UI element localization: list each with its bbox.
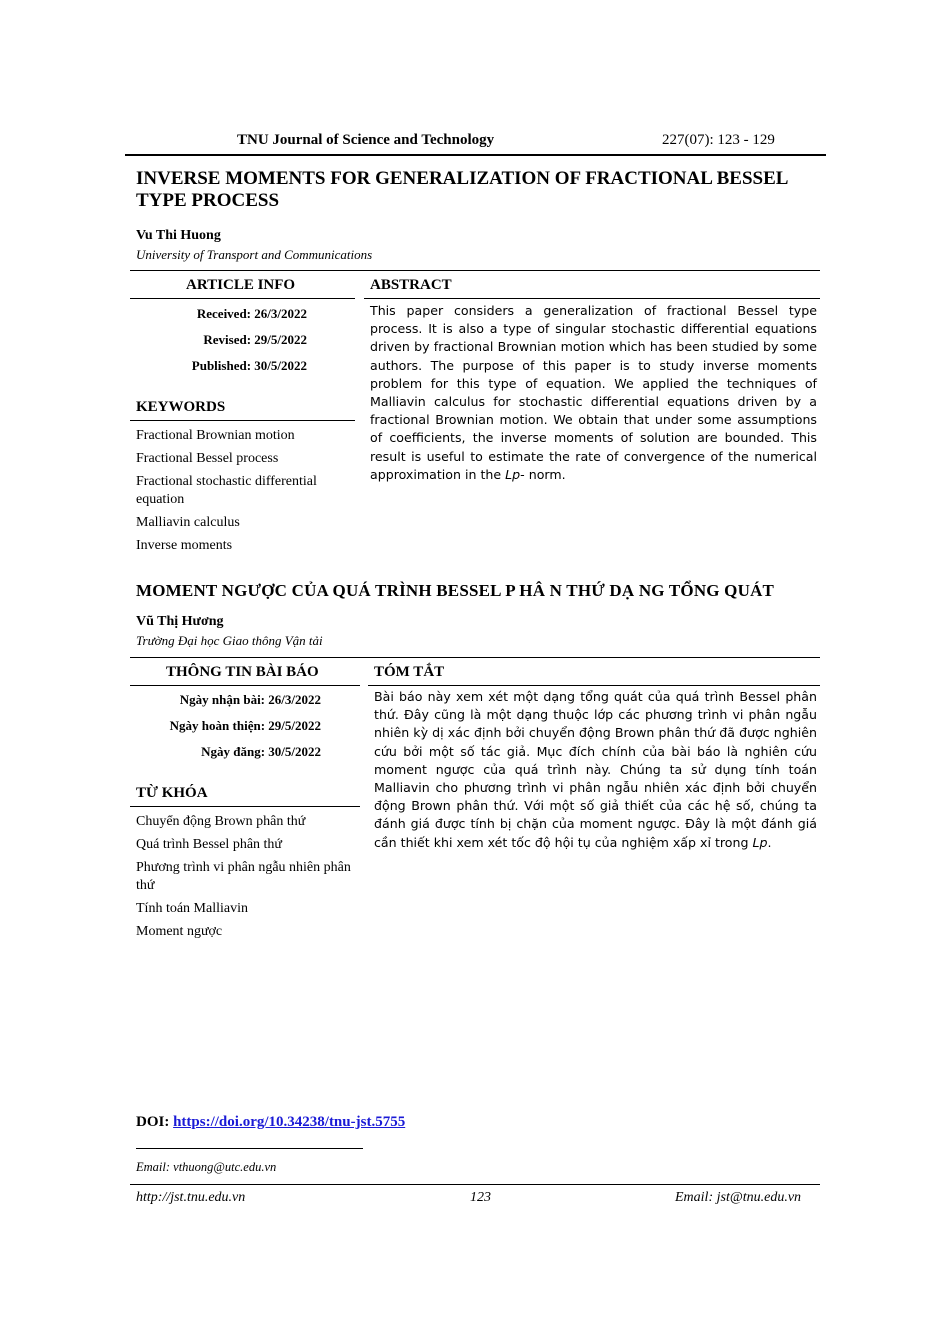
keywords-rule xyxy=(130,420,355,421)
abstract-rule-vn xyxy=(368,685,820,686)
footnote-rule xyxy=(136,1148,363,1149)
article-dates-vn xyxy=(140,692,321,770)
abstract-text-vn: Bài báo này xem xét một dạng tổng quát của quá trình Bessel phân thứ. Đây cũng là một dạng thuộc lớp các phương trình vi phân ngẫu nhiên kỳ dị xác định bởi chuyển động Brown phân thứ đã được nghiên cứu bởi một số tác giả. Mục đích chính của bài báo là nghiên cứu moment ngược của quá trình này. Chúng ta sử dụng tính toán Malliavin cho phương trình vi phân ngẫu nhiên xác định bởi chuyển động Brown phân thứ. Với một số giả thiết của các hệ số, chúng ta đánh giá được tính bị chặn của moment ngược. Đây là một đánh giá cần thiết khi xem xét tốc độ hội tụ của nghiệm xấp xỉ trong xyxy=(374,689,817,850)
lp-norm-vn: Lp xyxy=(752,834,768,850)
footer-rule xyxy=(130,1184,820,1185)
keyword-item: Quá trình Bessel phân thứ xyxy=(136,837,283,852)
abstract-end: - norm. xyxy=(520,466,566,482)
keywords-heading: KEYWORDS xyxy=(136,399,226,415)
article-info-heading: ARTICLE INFO xyxy=(186,277,296,293)
lp-norm: Lp xyxy=(505,466,521,482)
abstract-heading: ABSTRACT xyxy=(370,277,452,293)
abstract-heading-vn: TÓM TẮT xyxy=(374,664,445,680)
vietnamese-title: MOMENT NGƯỢC CỦA QUÁ TRÌNH BESSEL P HÂ N THỨ DẠ NG TỔNG QUÁT xyxy=(136,581,775,600)
keyword-item: Fractional stochastic differential equation xyxy=(136,474,317,507)
doi-label: DOI: xyxy=(136,1114,170,1130)
article-info-heading-vn: THÔNG TIN BÀI BÁO xyxy=(166,664,319,680)
received-date: Received: 26/3/2022 xyxy=(196,306,307,321)
keywords-list-vn xyxy=(136,813,351,946)
revised-date: Revised: 29/5/2022 xyxy=(203,332,307,347)
keywords-rule-vn xyxy=(130,806,360,807)
info-rule xyxy=(130,298,355,299)
footer-email: Email: jst@tnu.edu.vn xyxy=(675,1190,802,1205)
abstract-rule xyxy=(364,298,820,299)
published-date: Published: 30/5/2022 xyxy=(191,358,307,373)
section-rule xyxy=(130,270,820,271)
author-name: Vu Thi Huong xyxy=(136,228,221,243)
footer-page-number: 123 xyxy=(470,1190,491,1205)
author-email-note: Email: vthuong@utc.edu.vn xyxy=(136,1160,277,1174)
received-date-vn: Ngày nhận bài: 26/3/2022 xyxy=(179,692,321,707)
abstract-text: This paper considers a generalization of fractional Bessel type process. It is also a type of singular stochastic differential equations driven by fractional Brownian motion which has been studied by some authors. The purpose of this paper is to study inverse moments problem for this type of equation. We applied the techniques of Malliavin calculus for stochastic differential equations driven by a fractional Brownian motion. We obtain that under some assumptions of coefficients, the inverse moments of solution are bounded. This result is useful to estimate the rate of convergence of the numerical approximation in the xyxy=(370,303,817,482)
author-affiliation: University of Transport and Communications xyxy=(136,247,373,262)
vietnamese-affiliation: Trường Đại học Giao thông Vận tải xyxy=(136,633,323,648)
published-date-vn: Ngày đăng: 30/5/2022 xyxy=(201,744,321,759)
abstract-end-vn: . xyxy=(767,834,772,850)
keywords-list xyxy=(136,427,351,560)
abstract-body xyxy=(370,302,817,484)
section-rule-vn xyxy=(130,657,820,658)
volume-pages: 227(07): 123 - 129 xyxy=(662,132,775,148)
header-rule xyxy=(125,154,826,156)
vietnamese-author: Vũ Thị Hương xyxy=(136,614,224,629)
keywords-heading-vn: TỪ KHÓA xyxy=(136,785,208,801)
keyword-item: Moment ngược xyxy=(136,924,223,939)
article-dates xyxy=(140,306,307,384)
journal-name: TNU Journal of Science and Technology xyxy=(237,132,495,148)
footer-website: http://jst.tnu.edu.vn xyxy=(136,1190,246,1205)
keyword-item: Inverse moments xyxy=(136,538,233,553)
info-rule-vn xyxy=(130,685,360,686)
keyword-item: Fractional Brownian motion xyxy=(136,428,295,443)
keyword-item: Malliavin calculus xyxy=(136,515,240,530)
doi-line xyxy=(136,1114,405,1131)
doi-link[interactable]: https://doi.org/10.34238/tnu-jst.5755 xyxy=(173,1114,406,1130)
keyword-item: Chuyển động Brown phân thứ xyxy=(136,814,306,829)
abstract-body-vn xyxy=(374,688,817,852)
keyword-item: Phương trình vi phân ngẫu nhiên phân thứ xyxy=(136,860,351,893)
keyword-item: Tính toán Malliavin xyxy=(136,901,248,916)
paper-title: INVERSE MOMENTS FOR GENERALIZATION OF FRACTIONAL BESSEL TYPE PROCESS xyxy=(136,168,788,211)
keyword-item: Fractional Bessel process xyxy=(136,451,279,466)
revised-date-vn: Ngày hoàn thiện: 29/5/2022 xyxy=(169,718,321,733)
